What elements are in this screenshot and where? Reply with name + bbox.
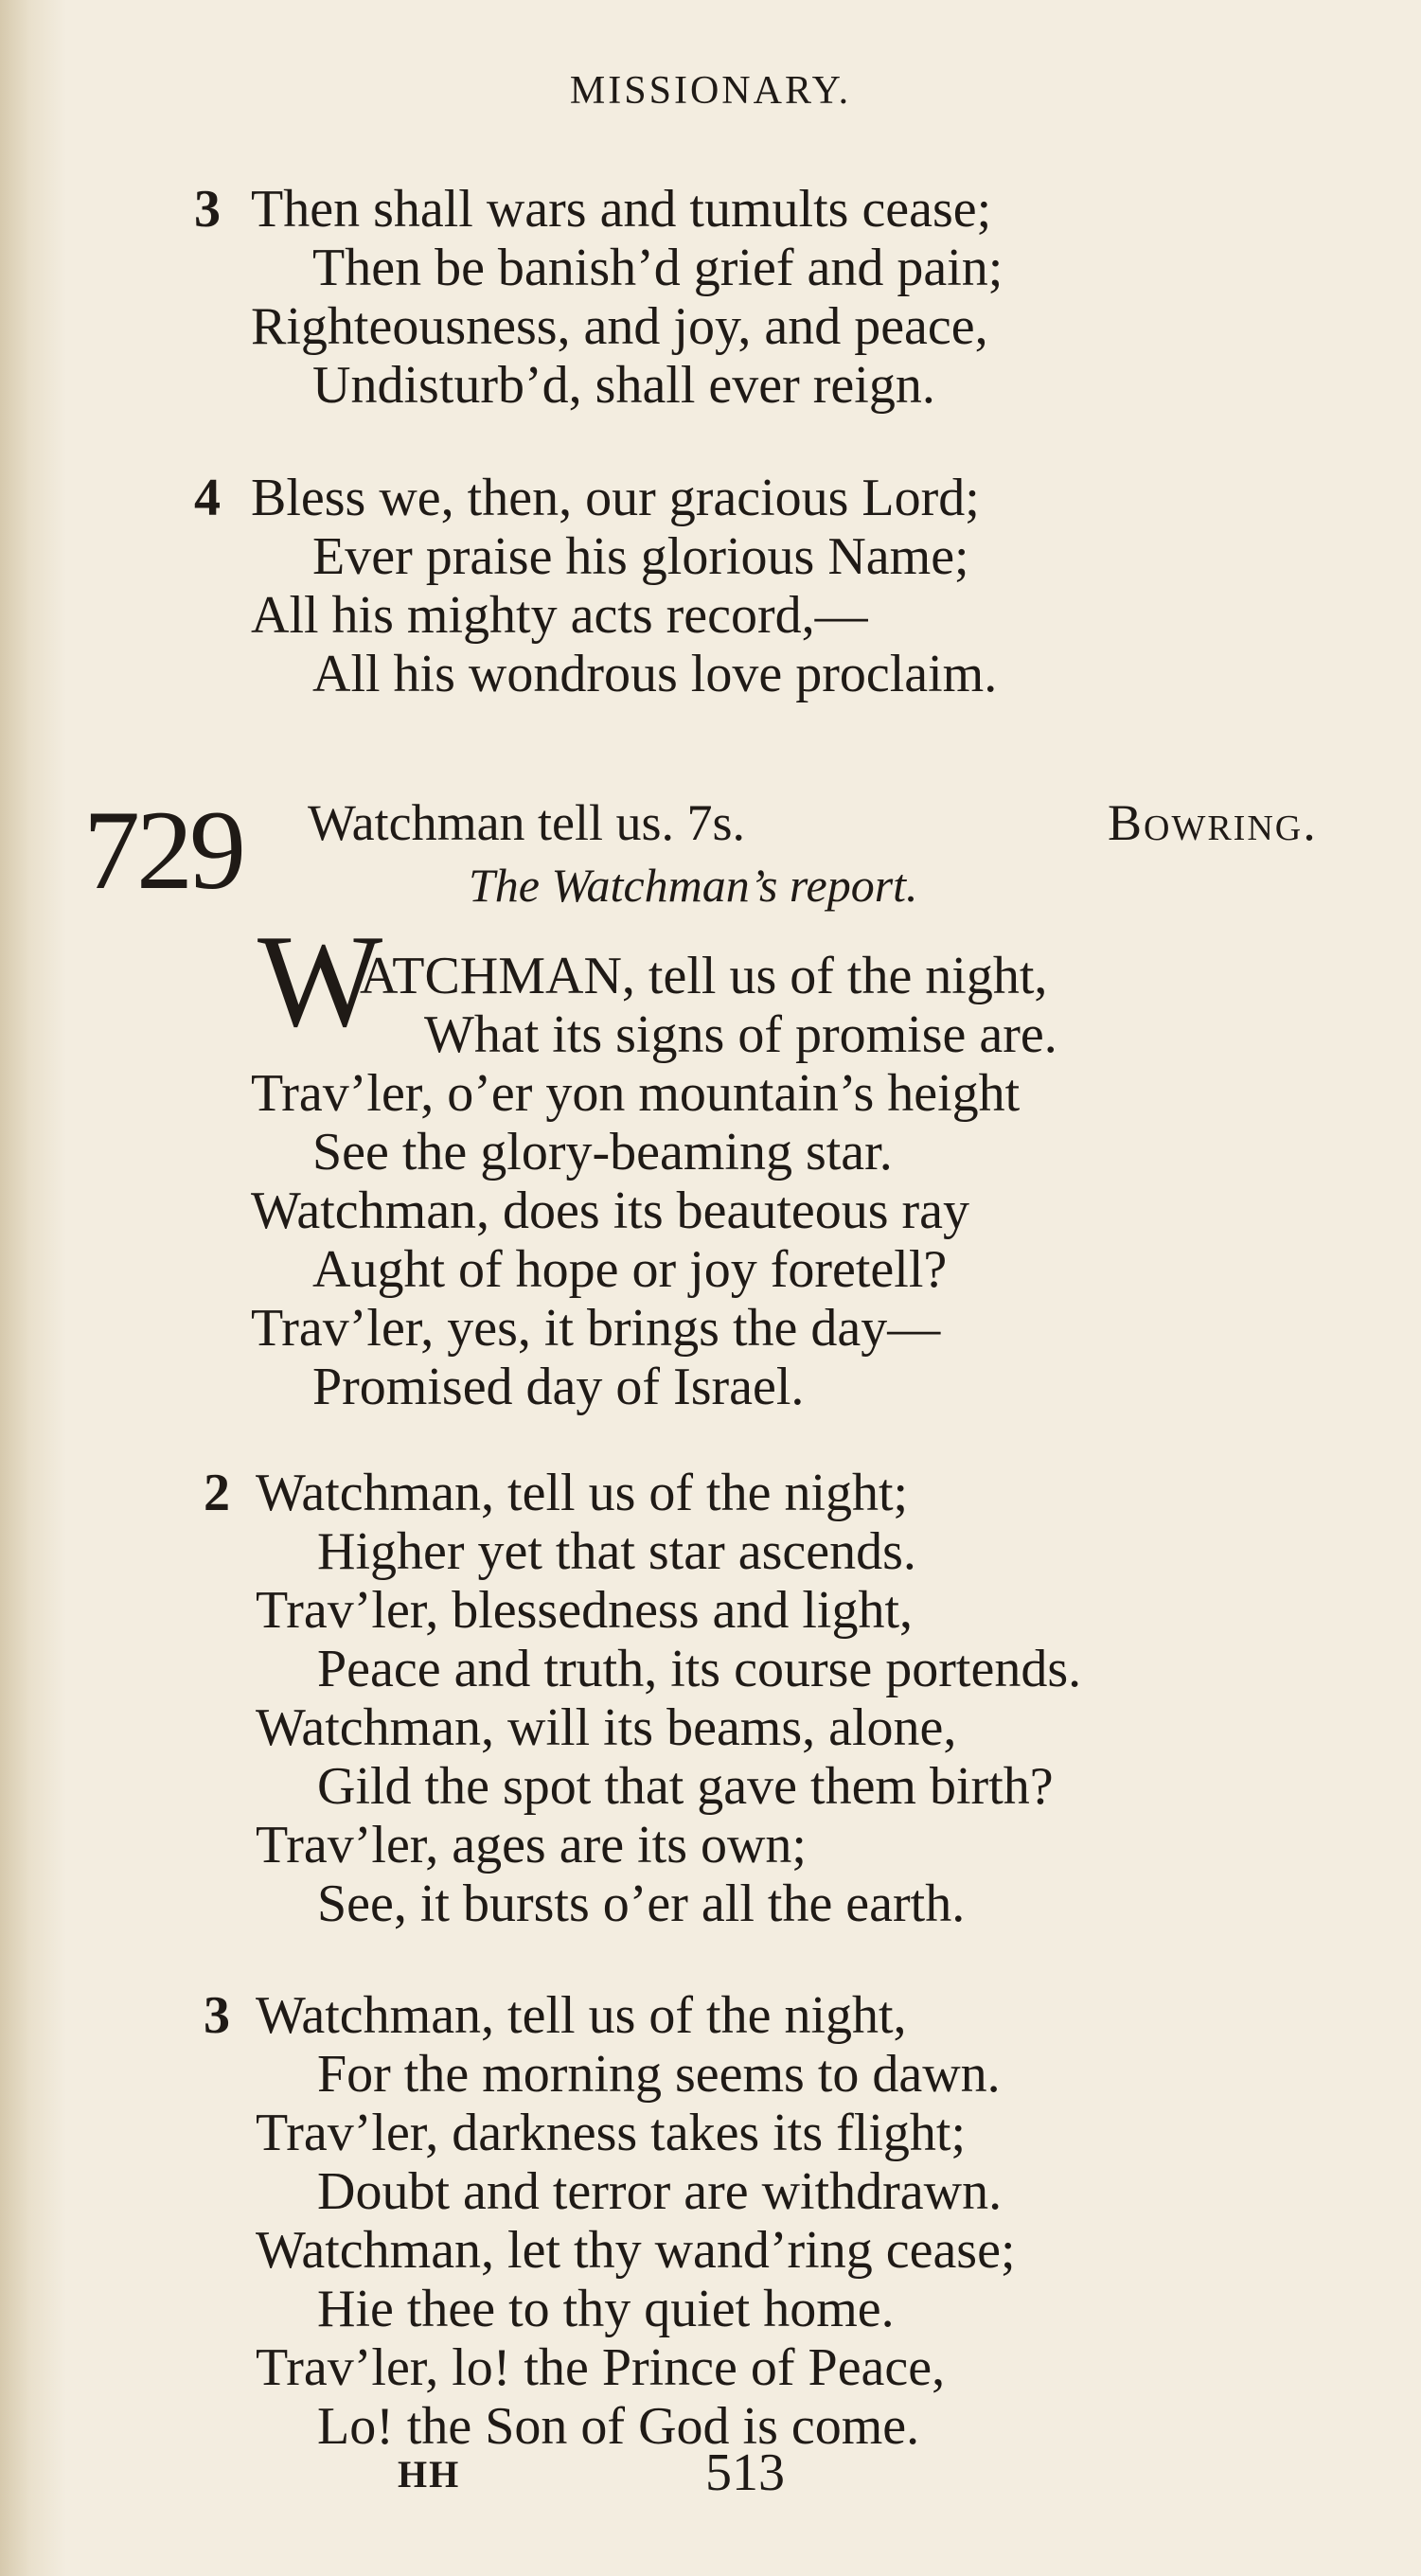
verse-line: Hie thee to thy quiet home.	[317, 2280, 895, 2338]
running-header: MISSIONARY.	[569, 69, 852, 113]
verse-line: All his mighty acts record,—	[251, 586, 868, 645]
verse-line: Trav’ler, blessedness and light,	[256, 1581, 914, 1640]
verse-line: Doubt and terror are withdrawn.	[317, 2162, 1003, 2221]
verse-line: Then be banish’d grief and pain;	[312, 239, 1004, 297]
verse-line: All his wondrous love proclaim.	[312, 645, 998, 703]
verse-line: Gild the spot that gave them birth?	[317, 1757, 1054, 1816]
stanza-number: 3	[204, 1986, 230, 2045]
verse-line: Trav’ler, lo! the Prince of Peace,	[256, 2338, 946, 2397]
stanza-number: 4	[194, 469, 221, 527]
verse-line: Trav’ler, ages are its own;	[256, 1816, 807, 1874]
page-edge	[0, 0, 66, 2576]
hymn-number: 729	[83, 787, 242, 913]
verse-line: Higher yet that star ascends.	[317, 1522, 916, 1581]
verse-line: For the morning seems to dawn.	[317, 2045, 1001, 2104]
verse-line: What its signs of promise are.	[424, 1005, 1057, 1064]
verse-line: Trav’ler, yes, it brings the day—	[251, 1299, 941, 1358]
verse-line: Aught of hope or joy foretell?	[312, 1240, 948, 1299]
verse-line: Watchman, tell us of the night,	[256, 1986, 907, 2045]
verse-line: Trav’ler, darkness takes its flight;	[256, 2104, 967, 2162]
stanza-number: 3	[194, 180, 221, 239]
verse-line: Lo! the Son of God is come.	[317, 2397, 920, 2456]
verse-line: Watchman, will its beams, alone,	[256, 1698, 957, 1757]
verse-line: Promised day of Israel.	[312, 1358, 805, 1416]
verse-line: ATCHMAN, tell us of the night,	[360, 947, 1048, 1005]
verse-line: Watchman, let thy wand’ring cease;	[256, 2221, 1016, 2280]
verse-line: Watchman, does its beauteous ray	[251, 1181, 970, 1240]
verse-line: Undisturb’d, shall ever reign.	[312, 356, 935, 415]
verse-line: See, it bursts o’er all the earth.	[317, 1874, 966, 1933]
drop-cap: W	[258, 908, 383, 1055]
verse-line: See the glory-beaming star.	[312, 1123, 893, 1181]
hymn-title: Watchman tell us. 7s.	[308, 794, 746, 851]
hymn-author: Bowring.	[1108, 794, 1318, 851]
verse-line: Righteousness, and joy, and peace,	[251, 297, 988, 356]
verse-line: Trav’ler, o’er yon mountain’s height	[251, 1064, 1021, 1123]
page-number: 513	[705, 2443, 785, 2502]
verse-line: Then shall wars and tumults cease;	[251, 180, 992, 239]
verse-line: Watchman, tell us of the night;	[256, 1464, 909, 1522]
signature-mark: HH	[398, 2453, 461, 2496]
stanza-number: 2	[204, 1464, 230, 1522]
hymn-subtitle: The Watchman’s report.	[469, 859, 918, 912]
verse-line: Ever praise his glorious Name;	[312, 527, 969, 586]
verse-line: Bless we, then, our gracious Lord;	[251, 469, 980, 527]
verse-line: Peace and truth, its course portends.	[317, 1640, 1082, 1698]
